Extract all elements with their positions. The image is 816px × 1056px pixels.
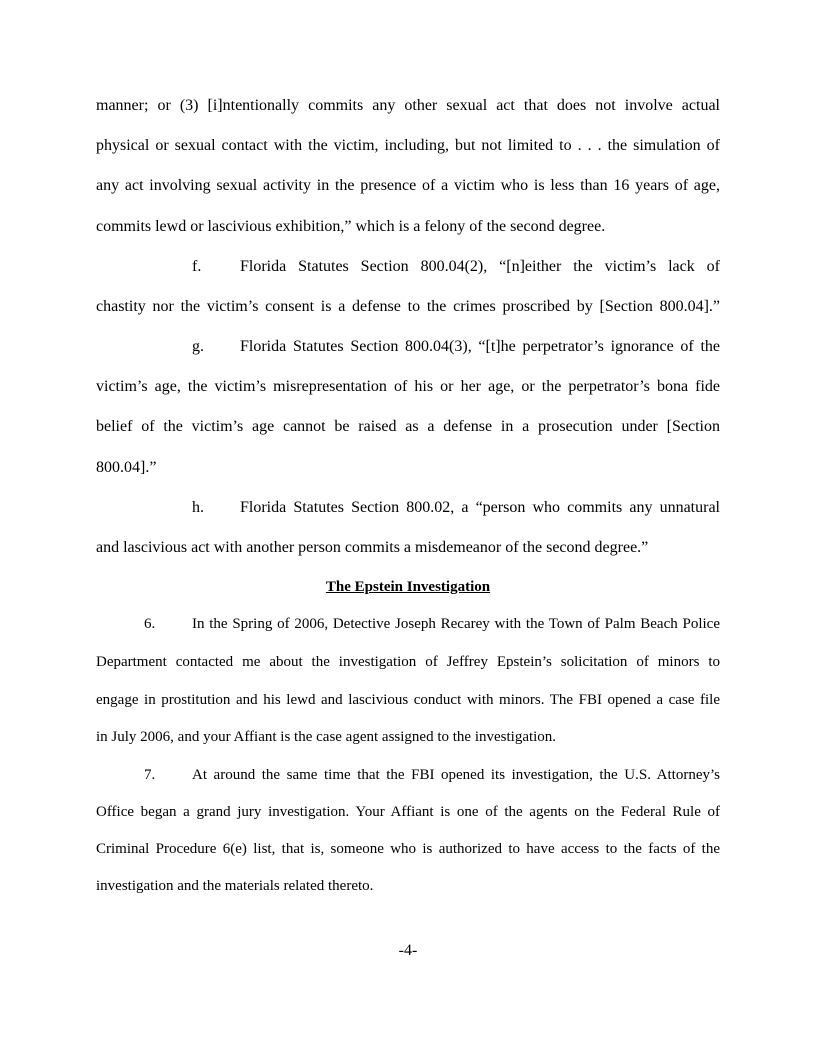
- body-line: 800.04].”: [96, 459, 157, 476]
- body-line: commits lewd or lascivious exhibition,” which is a felony of the second degree.: [96, 218, 606, 235]
- para-6-first-line: In the Spring of 2006, Detective Joseph Recarey with the Town of Palm Beach Police: [192, 616, 720, 632]
- para-7-first-line: At around the same time that the FBI opened its investigation, the U.S. Attorney’s: [192, 767, 720, 783]
- item-g-first-line: Florida Statutes Section 800.04(3), “[t]he perpetrator’s ignorance of the: [240, 338, 720, 355]
- body-line: Office began a grand jury investigation. Your Affiant is one of the agents on the Federal Rule of: [96, 804, 720, 820]
- paragraph-number-7: 7.: [144, 767, 156, 783]
- body-line: belief of the victim’s age cannot be raised as a defense in a prosecution under [Section: [96, 418, 720, 435]
- item-h-first-line: Florida Statutes Section 800.02, a “person who commits any unnatural: [240, 499, 720, 516]
- item-marker-h: h.: [192, 499, 204, 516]
- item-marker-f: f.: [192, 258, 202, 275]
- body-line: manner; or (3) [i]ntentionally commits any other sexual act that does not involve actual: [96, 97, 720, 114]
- item-f-first-line: Florida Statutes Section 800.04(2), “[n]either the victim’s lack of: [240, 258, 720, 275]
- body-line: and lascivious act with another person commits a misdemeanor of the second degree.”: [96, 539, 649, 556]
- body-line: in July 2006, and your Affiant is the case agent assigned to the investigation.: [96, 729, 557, 745]
- body-line: Department contacted me about the investigation of Jeffrey Epstein’s solicitation of minors to: [96, 654, 720, 670]
- item-marker-g: g.: [192, 338, 204, 355]
- page-number: -4-: [398, 942, 418, 959]
- section-heading: The Epstein Investigation: [325, 579, 491, 595]
- body-line: engage in prostitution and his lewd and lascivious conduct with minors. The FBI opened a case file: [96, 692, 720, 708]
- paragraph-number-6: 6.: [144, 616, 156, 632]
- body-line: physical or sexual contact with the victim, including, but not limited to . . . the simulation of: [96, 137, 720, 154]
- body-line: any act involving sexual activity in the presence of a victim who is less than 16 years of age,: [96, 177, 720, 194]
- body-line: victim’s age, the victim’s misrepresentation of his or her age, or the perpetrator’s bona fide: [96, 378, 720, 395]
- body-line: chastity nor the victim’s consent is a defense to the crimes proscribed by [Section 800.04].”: [96, 298, 720, 315]
- body-line: Criminal Procedure 6(e) list, that is, someone who is authorized to have access to the facts of the: [96, 841, 720, 857]
- body-line: investigation and the materials related thereto.: [96, 878, 374, 894]
